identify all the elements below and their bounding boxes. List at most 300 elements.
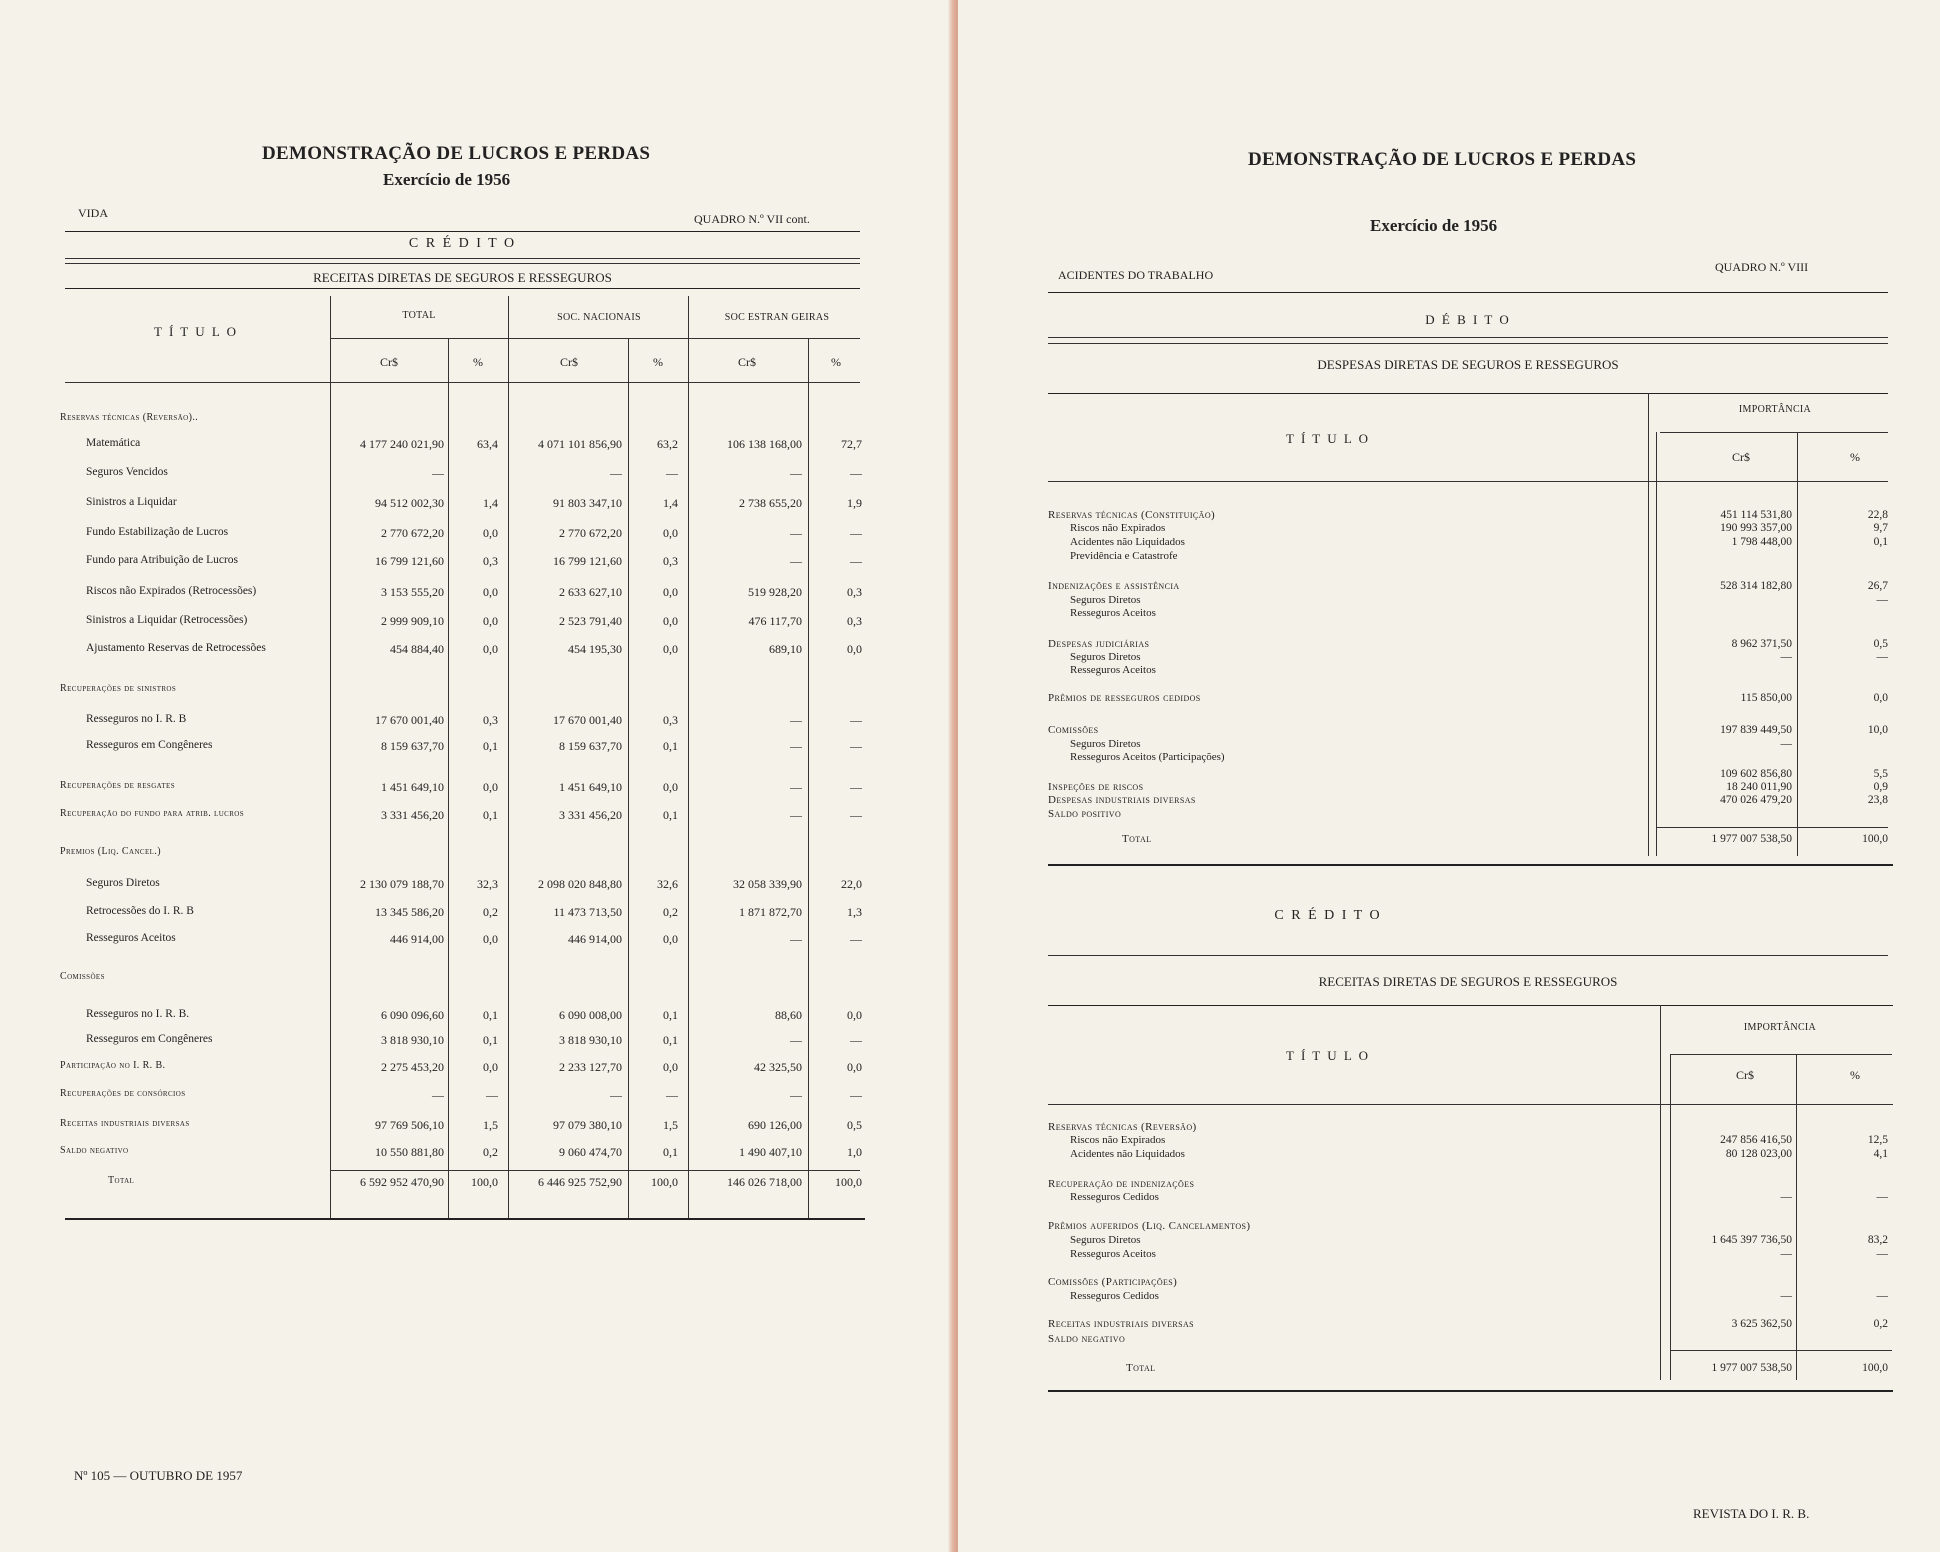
pct-total: 0,0 <box>483 932 498 946</box>
pct-nacionais: 0,1 <box>663 1033 678 1047</box>
row-label: Riscos não Expirados (Retrocessões) <box>86 585 257 597</box>
pct-importancia: 10,0 <box>1867 724 1888 736</box>
pct-importancia: 0,1 <box>1873 536 1888 548</box>
row-label: Resseguros no I. R. B. <box>86 1008 190 1020</box>
pct-nacionais: — <box>666 1088 678 1102</box>
debit-importancia: IMPORTÂNCIA <box>1738 404 1812 415</box>
pct-importancia: — <box>1876 1290 1888 1302</box>
col-rule <box>1796 1054 1797 1380</box>
pct-nacionais: 0,0 <box>663 642 678 656</box>
pct-nacionais: 0,0 <box>663 1060 678 1074</box>
pct-nacionais: 0,0 <box>663 932 678 946</box>
value-nacionais: 97 079 380,10 <box>553 1118 622 1132</box>
pct-total: 0,1 <box>483 739 498 753</box>
rule <box>1048 337 1888 338</box>
left-quadro: QUADRO N.º VII cont. <box>694 212 810 226</box>
sub-cr: Cr$ <box>380 355 398 369</box>
credit-sub-pct: % <box>1850 1068 1860 1082</box>
pct-total: 0,1 <box>483 1033 498 1047</box>
pct-importancia: 12,5 <box>1867 1134 1888 1146</box>
row-label: Fundo Estabilização de Lucros <box>86 526 229 538</box>
value-estrangeiras: 2 738 655,20 <box>739 496 802 510</box>
value-total: 16 799 121,60 <box>375 554 444 568</box>
value-importancia: — <box>1780 1191 1792 1203</box>
value-estrangeiras: 146 026 718,00 <box>727 1175 802 1189</box>
rule <box>1048 864 1893 866</box>
rule <box>1048 1104 1893 1105</box>
value-importancia: 451 114 531,80 <box>1720 509 1792 521</box>
row-label: Recuperação do fundo para atrib. lucros <box>60 808 245 819</box>
row-label: Resseguros no I. R. B <box>86 713 187 725</box>
value-importancia: 18 240 011,90 <box>1726 781 1792 793</box>
value-importancia: — <box>1780 1248 1792 1260</box>
pct-total: 0,3 <box>483 713 498 727</box>
row-label: Sinistros a Liquidar (Retrocessões) <box>86 614 248 626</box>
row-label: Seguros Diretos <box>1070 1234 1141 1246</box>
pct-nacionais: 0,3 <box>663 554 678 568</box>
col-group-total: TOTAL <box>402 310 436 321</box>
rule <box>65 258 860 259</box>
value-importancia: 528 314 182,80 <box>1720 580 1792 592</box>
pct-estrangeiras: 1,0 <box>847 1145 862 1159</box>
left-credit-header: C R É D I T O <box>408 236 517 251</box>
row-label: Receitas industriais diversas <box>60 1118 190 1129</box>
pct-estrangeiras: — <box>850 739 862 753</box>
value-total: 6 592 952 470,90 <box>360 1175 444 1189</box>
value-estrangeiras: 689,10 <box>769 642 802 656</box>
value-importancia: 470 026 479,20 <box>1720 794 1792 806</box>
value-total: 6 090 096,60 <box>381 1008 444 1022</box>
row-label: Recuperação de indenizações <box>1048 1178 1195 1190</box>
pct-importancia: 83,2 <box>1867 1234 1888 1246</box>
value-total: 3 153 555,20 <box>381 585 444 599</box>
value-nacionais: — <box>610 466 622 480</box>
row-label: Participação no I. R. B. <box>60 1060 166 1071</box>
row-label: Seguros Vencidos <box>86 466 168 478</box>
pct-importancia: 100,0 <box>1862 1362 1888 1374</box>
value-total: 446 914,00 <box>390 932 444 946</box>
pct-estrangeiras: 0,0 <box>847 1008 862 1022</box>
pct-total: 1,5 <box>483 1118 498 1132</box>
left-section-label: VIDA <box>78 206 108 220</box>
row-label: Resseguros Aceitos (Participações) <box>1070 751 1225 763</box>
right-credit-header: C R É D I T O <box>1274 908 1382 923</box>
row-label: Despesas industriais diversas <box>1048 794 1196 806</box>
pct-total: 1,4 <box>483 496 498 510</box>
rule <box>1048 1005 1893 1006</box>
value-nacionais: 11 473 713,50 <box>553 905 622 919</box>
col-rule <box>1656 432 1657 856</box>
pct-total: — <box>486 1088 498 1102</box>
pct-estrangeiras: — <box>850 554 862 568</box>
pct-estrangeiras: — <box>850 1033 862 1047</box>
rule <box>330 338 860 339</box>
rule <box>65 382 860 383</box>
row-label: Saldo positivo <box>1048 808 1122 820</box>
total-rule <box>1656 827 1888 828</box>
pct-total: 0,0 <box>483 526 498 540</box>
row-label: Seguros Diretos <box>1070 651 1141 663</box>
value-total: 94 512 002,30 <box>375 496 444 510</box>
row-label: Resseguros Cedidos <box>1070 1191 1159 1203</box>
value-estrangeiras: 519 928,20 <box>748 585 802 599</box>
value-nacionais: 17 670 001,40 <box>553 713 622 727</box>
value-estrangeiras: — <box>790 713 802 727</box>
row-label: Resseguros Cedidos <box>1070 1290 1159 1302</box>
value-nacionais: 8 159 637,70 <box>559 739 622 753</box>
value-total: 3 818 930,10 <box>381 1033 444 1047</box>
right-despesas-header: DESPESAS DIRETAS DE SEGUROS E RESSEGUROS <box>1317 357 1619 372</box>
pct-nacionais: 100,0 <box>651 1175 678 1189</box>
value-total: 97 769 506,10 <box>375 1118 444 1132</box>
row-label: Resseguros em Congêneres <box>86 739 213 751</box>
right-credit-titulo-header: T Í T U L O <box>1286 1048 1370 1063</box>
right-footer: REVISTA DO I. R. B. <box>1693 1506 1810 1521</box>
rule <box>1048 292 1888 293</box>
value-total: 2 275 453,20 <box>381 1060 444 1074</box>
row-label: Fundo para Atribuição de Lucros <box>86 554 239 566</box>
value-estrangeiras: — <box>790 466 802 480</box>
row-label: Riscos não Expirados <box>1070 522 1166 534</box>
row-label: Recuperações de resgates <box>60 780 176 791</box>
pct-nacionais: 0,1 <box>663 1008 678 1022</box>
row-label: Saldo negativo <box>1048 1333 1126 1345</box>
rule <box>65 231 860 232</box>
pct-estrangeiras: — <box>850 713 862 727</box>
value-importancia: — <box>1780 1290 1792 1302</box>
value-importancia: 1 977 007 538,50 <box>1711 833 1792 845</box>
row-label: Comissões <box>1048 724 1099 736</box>
rule <box>1660 432 1888 433</box>
value-estrangeiras: 106 138 168,00 <box>727 437 802 451</box>
row-label: Total <box>1122 833 1152 845</box>
sub-cr: Cr$ <box>560 355 578 369</box>
pct-estrangeiras: 0,3 <box>847 585 862 599</box>
value-importancia: 1 645 397 736,50 <box>1711 1234 1792 1246</box>
row-label: Acidentes não Liquidados <box>1070 536 1185 548</box>
col-rule <box>1797 432 1798 856</box>
col-rule <box>1670 1054 1671 1380</box>
right-subtitle: Exercício de 1956 <box>1370 216 1498 235</box>
pct-estrangeiras: — <box>850 526 862 540</box>
right-receitas-header: RECEITAS DIRETAS DE SEGUROS E RESSEGUROS <box>1318 974 1618 989</box>
value-nacionais: 3 818 930,10 <box>559 1033 622 1047</box>
pct-total: 0,3 <box>483 554 498 568</box>
rule <box>65 263 860 264</box>
pct-nacionais: 0,1 <box>663 808 678 822</box>
col-rule <box>330 296 331 1219</box>
pct-total: 0,0 <box>483 780 498 794</box>
value-nacionais: 4 071 101 856,90 <box>538 437 622 451</box>
pct-total: 0,0 <box>483 1060 498 1074</box>
value-estrangeiras: 88,60 <box>775 1008 802 1022</box>
rule <box>1670 1054 1892 1055</box>
pct-importancia: 4,1 <box>1873 1148 1888 1160</box>
sub-pct: % <box>473 355 483 369</box>
value-total: 2 770 672,20 <box>381 526 444 540</box>
value-nacionais: — <box>610 1088 622 1102</box>
row-label: Resseguros Aceitos <box>1070 607 1156 619</box>
col-group-estrangeiras: SOC ESTRAN GEIRAS <box>724 312 830 323</box>
pct-estrangeiras: 1,9 <box>847 496 862 510</box>
total-rule <box>330 1170 860 1171</box>
rule <box>1048 1390 1893 1392</box>
pct-total: 0,1 <box>483 1008 498 1022</box>
col-rule <box>448 338 449 1219</box>
debit-sub-pct: % <box>1850 450 1860 464</box>
pct-estrangeiras: — <box>850 808 862 822</box>
pct-nacionais: 63,2 <box>657 437 678 451</box>
col-group-nacionais: SOC. NACIONAIS <box>557 312 641 323</box>
value-total: — <box>432 1088 444 1102</box>
right-page <box>958 0 1940 1552</box>
pct-nacionais: 0,0 <box>663 780 678 794</box>
pct-importancia: 0,2 <box>1873 1318 1888 1330</box>
row-label: Resseguros Aceitos <box>1070 664 1156 676</box>
value-importancia: 1 977 007 538,50 <box>1711 1362 1792 1374</box>
pct-nacionais: 0,2 <box>663 905 678 919</box>
value-estrangeiras: 1 490 407,10 <box>739 1145 802 1159</box>
pct-importancia: 0,0 <box>1873 692 1888 704</box>
pct-importancia: — <box>1876 594 1888 606</box>
right-debit-header: D É B I T O <box>1425 312 1511 327</box>
value-total: 2 130 079 188,70 <box>360 877 444 891</box>
value-nacionais: 91 803 347,10 <box>553 496 622 510</box>
pct-estrangeiras: — <box>850 1088 862 1102</box>
left-titulo-header: T Í T U L O <box>154 324 238 339</box>
col-rule <box>1648 393 1649 856</box>
sub-pct: % <box>653 355 663 369</box>
pct-estrangeiras: 72,7 <box>841 437 862 451</box>
rule <box>65 1218 865 1220</box>
pct-estrangeiras: 0,0 <box>847 642 862 656</box>
value-importancia: 1 798 448,00 <box>1731 536 1792 548</box>
value-total: — <box>432 466 444 480</box>
pct-total: 0,0 <box>483 585 498 599</box>
sub-cr: Cr$ <box>738 355 756 369</box>
row-label: Retrocessões do I. R. B <box>86 905 194 917</box>
value-nacionais: 3 331 456,20 <box>559 808 622 822</box>
pct-total: 100,0 <box>471 1175 498 1189</box>
value-estrangeiras: — <box>790 526 802 540</box>
pct-importancia: 0,9 <box>1873 781 1888 793</box>
value-estrangeiras: — <box>790 932 802 946</box>
row-label: Acidentes não Liquidados <box>1070 1148 1185 1160</box>
row-label: Premios (Liq. Cancel.) <box>60 846 161 857</box>
pct-importancia: 22,8 <box>1867 509 1888 521</box>
col-rule <box>1660 1005 1661 1380</box>
pct-estrangeiras: 22,0 <box>841 877 862 891</box>
value-estrangeiras: — <box>790 554 802 568</box>
credit-sub-cr: Cr$ <box>1736 1068 1754 1082</box>
rule <box>1048 343 1888 344</box>
value-estrangeiras: — <box>790 1088 802 1102</box>
row-label: Reservas técnicas (Constituição) <box>1048 509 1216 521</box>
pct-nacionais: — <box>666 466 678 480</box>
value-total: 8 159 637,70 <box>381 739 444 753</box>
pct-importancia: 5,5 <box>1873 768 1888 780</box>
credit-importancia: IMPORTÂNCIA <box>1743 1022 1817 1033</box>
row-label: Reservas técnicas (Reversão).. <box>60 412 199 423</box>
value-nacionais: 16 799 121,60 <box>553 554 622 568</box>
pct-estrangeiras: 0,0 <box>847 1060 862 1074</box>
col-rule <box>688 296 689 1219</box>
value-estrangeiras: — <box>790 1033 802 1047</box>
right-section-label: ACIDENTES DO TRABALHO <box>1058 268 1214 282</box>
value-importancia: — <box>1780 738 1792 750</box>
left-title: DEMONSTRAÇÃO DE LUCROS E PERDAS <box>262 143 651 164</box>
row-label: Ajustamento Reservas de Retrocessões <box>86 642 266 654</box>
pct-importancia: — <box>1876 651 1888 663</box>
row-label: Total <box>1126 1362 1156 1374</box>
row-label: Riscos não Expirados <box>1070 1134 1166 1146</box>
pct-importancia: 0,5 <box>1873 638 1888 650</box>
pct-total: 0,0 <box>483 642 498 656</box>
row-label: Indenizações e assistência <box>1048 580 1180 592</box>
pct-estrangeiras: 1,3 <box>847 905 862 919</box>
value-total: 13 345 586,20 <box>375 905 444 919</box>
right-title: DEMONSTRAÇÃO DE LUCROS E PERDAS <box>1248 149 1637 170</box>
value-nacionais: 9 060 474,70 <box>559 1145 622 1159</box>
row-label: Resseguros Aceitos <box>1070 1248 1156 1260</box>
value-importancia: 247 856 416,50 <box>1720 1134 1792 1146</box>
row-label: Matemática <box>86 437 141 449</box>
pct-nacionais: 0,0 <box>663 585 678 599</box>
row-label: Prêmios auferidos (Liq. Cancelamentos) <box>1048 1220 1251 1232</box>
pct-nacionais: 0,1 <box>663 739 678 753</box>
pct-total: 0,2 <box>483 1145 498 1159</box>
row-label: Saldo negativo <box>60 1145 129 1156</box>
value-estrangeiras: — <box>790 780 802 794</box>
debit-sub-cr: Cr$ <box>1732 450 1750 464</box>
col-rule <box>508 296 509 1219</box>
row-label: Inspeções de riscos <box>1048 781 1144 793</box>
pct-nacionais: 0,1 <box>663 1145 678 1159</box>
pct-total: 0,1 <box>483 808 498 822</box>
value-estrangeiras: 1 871 872,70 <box>739 905 802 919</box>
pct-estrangeiras: 100,0 <box>835 1175 862 1189</box>
value-total: 3 331 456,20 <box>381 808 444 822</box>
row-label: Seguros Diretos <box>86 877 160 889</box>
pct-importancia: 26,7 <box>1867 580 1888 592</box>
pct-importancia: 9,7 <box>1873 522 1888 534</box>
value-nacionais: 2 770 672,20 <box>559 526 622 540</box>
pct-nacionais: 32,6 <box>657 877 678 891</box>
value-nacionais: 2 233 127,70 <box>559 1060 622 1074</box>
row-label: Total <box>108 1175 135 1186</box>
value-nacionais: 446 914,00 <box>568 932 622 946</box>
sub-pct: % <box>831 355 841 369</box>
row-label: Seguros Diretos <box>1070 738 1141 750</box>
pct-nacionais: 0,0 <box>663 614 678 628</box>
rule <box>1048 393 1888 394</box>
value-estrangeiras: — <box>790 808 802 822</box>
pct-total: 32,3 <box>477 877 498 891</box>
value-nacionais: 2 523 791,40 <box>559 614 622 628</box>
pct-importancia: 100,0 <box>1862 833 1888 845</box>
pct-nacionais: 1,4 <box>663 496 678 510</box>
value-estrangeiras: 690 126,00 <box>748 1118 802 1132</box>
pct-estrangeiras: 0,3 <box>847 614 862 628</box>
row-label: Sinistros a Liquidar <box>86 496 177 508</box>
left-subtitle: Exercício de 1956 <box>383 170 511 189</box>
pct-estrangeiras: — <box>850 466 862 480</box>
row-label: Seguros Diretos <box>1070 594 1141 606</box>
pct-total: 0,0 <box>483 614 498 628</box>
value-estrangeiras: 32 058 339,90 <box>733 877 802 891</box>
right-debit-titulo-header: T Í T U L O <box>1286 431 1370 446</box>
value-total: 2 999 909,10 <box>381 614 444 628</box>
value-importancia: 197 839 449,50 <box>1720 724 1792 736</box>
row-label: Recuperações de consórcios <box>60 1088 186 1099</box>
row-label: Recuperações de sinistros <box>60 683 177 694</box>
value-total: 17 670 001,40 <box>375 713 444 727</box>
row-label: Reservas técnicas (Reversão) <box>1048 1121 1197 1133</box>
value-importancia: — <box>1780 651 1792 663</box>
value-nacionais: 6 446 925 752,90 <box>538 1175 622 1189</box>
col-rule <box>808 338 809 1219</box>
value-nacionais: 6 090 008,00 <box>559 1008 622 1022</box>
row-label: Comissões (Participações) <box>1048 1276 1178 1288</box>
total-rule <box>1670 1350 1892 1351</box>
left-footer: Nº 105 — OUTUBRO DE 1957 <box>74 1468 243 1483</box>
rule <box>65 288 860 289</box>
value-total: 1 451 649,10 <box>381 780 444 794</box>
row-label: Despesas judiciárias <box>1048 638 1150 650</box>
pct-importancia: — <box>1876 1248 1888 1260</box>
pct-nacionais: 0,0 <box>663 526 678 540</box>
pct-estrangeiras: — <box>850 780 862 794</box>
value-total: 4 177 240 021,90 <box>360 437 444 451</box>
pct-importancia: — <box>1876 1191 1888 1203</box>
pct-nacionais: 0,3 <box>663 713 678 727</box>
rule <box>1048 955 1888 956</box>
row-label: Comissões <box>60 971 105 982</box>
value-importancia: 3 625 362,50 <box>1731 1318 1792 1330</box>
pct-importancia: 23,8 <box>1867 794 1888 806</box>
rule <box>1048 481 1888 482</box>
pct-total: 0,2 <box>483 905 498 919</box>
left-page <box>0 0 958 1552</box>
pct-estrangeiras: — <box>850 932 862 946</box>
right-quadro: QUADRO N.º VIII <box>1715 260 1809 274</box>
row-label: Receitas industriais diversas <box>1048 1318 1195 1330</box>
pct-total: 63,4 <box>477 437 498 451</box>
value-importancia: 190 993 357,00 <box>1720 522 1792 534</box>
col-rule <box>628 338 629 1219</box>
value-nacionais: 2 633 627,10 <box>559 585 622 599</box>
value-importancia: 109 602 856,80 <box>1720 768 1792 780</box>
value-estrangeiras: 42 325,50 <box>754 1060 802 1074</box>
value-importancia: 8 962 371,50 <box>1731 638 1792 650</box>
value-nacionais: 1 451 649,10 <box>559 780 622 794</box>
row-label: Resseguros em Congêneres <box>86 1033 213 1045</box>
value-total: 454 884,40 <box>390 642 444 656</box>
pct-nacionais: 1,5 <box>663 1118 678 1132</box>
row-label: Previdência e Catastrofe <box>1070 550 1178 562</box>
left-receitas-header: RECEITAS DIRETAS DE SEGUROS E RESSEGUROS <box>313 270 612 285</box>
value-estrangeiras: — <box>790 739 802 753</box>
value-nacionais: 2 098 020 848,80 <box>538 877 622 891</box>
row-label: Resseguros Aceitos <box>86 932 176 944</box>
value-total: 10 550 881,80 <box>375 1145 444 1159</box>
value-importancia: 80 128 023,00 <box>1725 1148 1792 1160</box>
value-estrangeiras: 476 117,70 <box>748 614 802 628</box>
row-label: Prêmios de resseguros cedidos <box>1048 692 1201 704</box>
value-nacionais: 454 195,30 <box>568 642 622 656</box>
value-importancia: 115 850,00 <box>1740 692 1792 704</box>
pct-estrangeiras: 0,5 <box>847 1118 862 1132</box>
